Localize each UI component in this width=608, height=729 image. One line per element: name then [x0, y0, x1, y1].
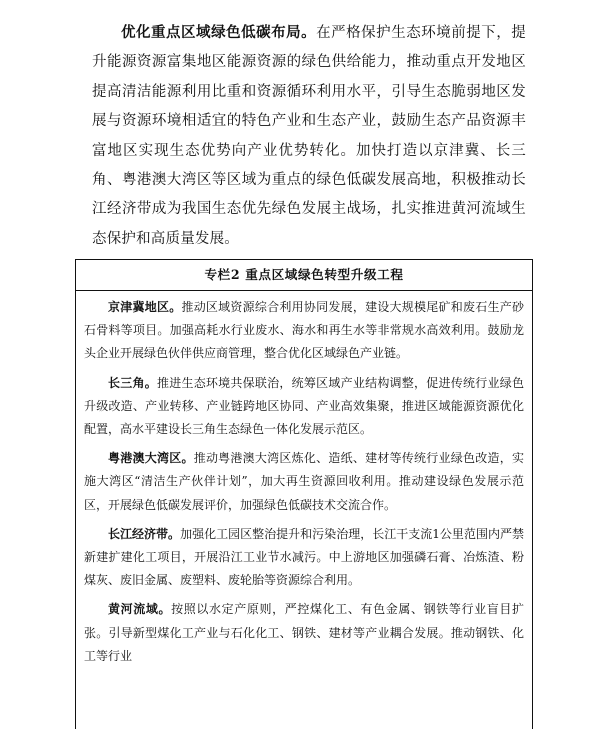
intro-paragraph	[92, 18, 526, 254]
box-body	[76, 291, 532, 668]
region-item-yellow-river-basin	[84, 598, 524, 668]
region-label: 粤港澳大湾区。	[108, 451, 194, 466]
region-text: 推动粤港澳大湾区炼化、造纸、建材等传统行业绿色改造，实施大湾区“清洁生产伙伴计划”，加大再生资源回收利用。推动建设绿色发展示范区，开展绿色低碳发展评价，加强绿色低碳技术交流合作。	[84, 451, 524, 512]
region-text: 推动区域资源综合利用协同发展，建设大规模尾矿和废石生产砂石骨料等项目。加强高耗水行业废水、海水和再生水等非常规水高效利用。鼓励龙头企业开展绿色伙伴供应商管理，整合优化区域绿色产业链。	[84, 300, 524, 361]
region-text: 按照以水定产原则，严控煤化工、有色金属、钢铁等行业盲目扩张。引导新型煤化工产业与石化化工、钢铁、建材等产业耦合发展。推动钢铁、化工等行业	[84, 602, 524, 663]
region-item-yangtze-delta	[84, 372, 524, 442]
intro-heading: 优化重点区域绿色低碳布局。	[121, 24, 317, 41]
box-title: 专栏2 重点区域绿色转型升级工程	[76, 260, 532, 291]
intro-text: 在严格保护生态环境前提下，提升能源资源富集地区能源资源的绿色供给能力，推动重点开发地区提高清洁能源利用比重和资源循环利用水平，引导生态脆弱地区发展与资源环境相适宜的特色产业和生态产业，鼓励生态产品资源丰富地区实现生态优势向产业优势转化。加快打造以京津冀、长三角、粤港澳大湾区等区域为重点的绿色低碳发展高地，积极推动长江经济带成为我国生态优先绿色发展主战场，扎实推进黄河流域生态保护和高质量发展。	[92, 25, 526, 247]
region-text: 推进生态环境共保联治，统筹区域产业结构调整，促进传统行业绿色升级改造、产业转移、产业链跨地区协同、产业高效集聚，推进区域能源资源优化配置，高水平建设长三角生态绿色一体化发展示范区。	[84, 375, 524, 437]
region-label: 长三角。	[108, 375, 157, 390]
region-item-jingjinji	[84, 296, 524, 366]
region-text: 加强化工园区整治提升和污染治理，长江干支流1公里范围内严禁新建扩建化工项目，开展沿江工业节水减污。中上游地区加强磷石膏、冶炼渣、粉煤灰、废旧金属、废塑料、废轮胎等资源综合利用。	[84, 526, 524, 588]
document-page	[92, 18, 526, 254]
region-label: 黄河流域。	[108, 602, 172, 617]
special-column-box	[75, 259, 533, 729]
region-label: 京津冀地区。	[108, 300, 182, 314]
region-item-yangtze-economic-belt	[84, 523, 524, 593]
region-item-greater-bay-area	[84, 447, 524, 517]
region-label: 长江经济带。	[108, 526, 181, 541]
